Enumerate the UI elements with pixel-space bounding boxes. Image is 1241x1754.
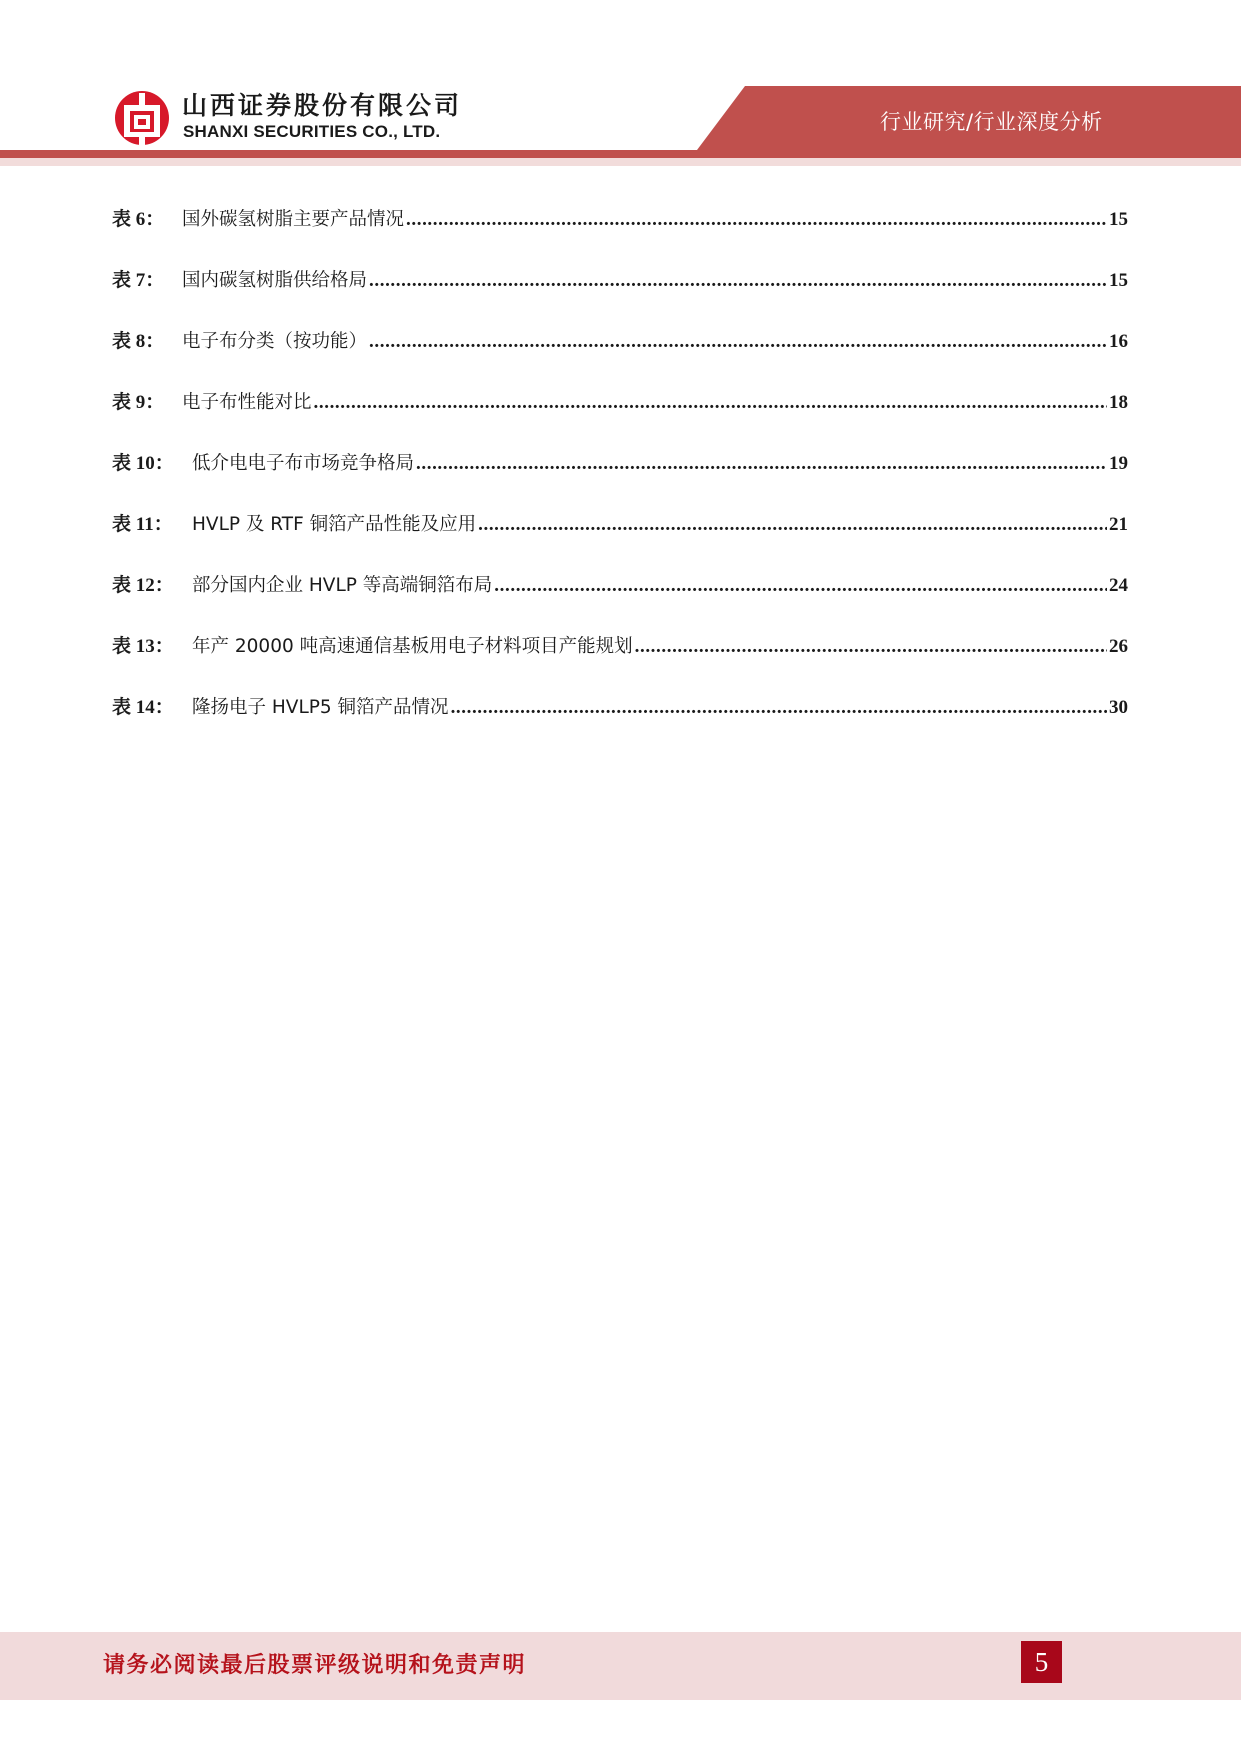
shanxi-securities-logo-icon	[112, 88, 172, 148]
toc-entry-title: 电子布性能对比	[182, 392, 312, 413]
toc-entry-page: 30	[1109, 697, 1128, 718]
page-footer	[0, 1632, 1241, 1700]
company-name-cn: 山西证券股份有限公司	[182, 91, 463, 120]
toc-entry-title: 国内碳氢树脂供给格局	[182, 270, 368, 291]
toc-entry-page: 18	[1109, 392, 1128, 413]
toc-entry-title: 国外碳氢树脂主要产品情况	[182, 209, 405, 230]
toc-entry-label: 表 11：	[112, 514, 173, 535]
toc-entry-title: 低介电电子布市场竞争格局	[192, 453, 415, 474]
toc-entry-title: 部分国内企业 HVLP 等高端铜箔布局	[192, 575, 493, 596]
toc-entry[interactable]	[112, 327, 1128, 357]
toc-entry-label: 表 12：	[112, 575, 174, 596]
report-type-label: 行业研究/行业深度分析	[880, 110, 1103, 134]
toc-entry-label: 表 13：	[112, 636, 174, 657]
disclaimer-notice: 请务必阅读最后股票评级说明和免责声明	[103, 1652, 527, 1678]
toc-leader-dots	[416, 449, 1107, 479]
page-header	[0, 0, 1241, 170]
toc-entry-page: 15	[1109, 270, 1128, 291]
toc-entry[interactable]	[112, 510, 1128, 540]
toc-entry-title: HVLP 及 RTF 铜箔产品性能及应用	[192, 514, 477, 535]
page-number: 5	[1021, 1641, 1062, 1683]
toc-leader-dots	[369, 327, 1107, 357]
toc-entry[interactable]	[112, 571, 1128, 601]
toc-leader-dots	[314, 388, 1107, 418]
toc-entry-page: 15	[1109, 209, 1128, 230]
toc-entry-title: 年产 20000 吨高速通信基板用电子材料项目产能规划	[192, 636, 633, 657]
toc-entry-label: 表 7：	[112, 270, 165, 291]
toc-entry[interactable]	[112, 632, 1128, 662]
toc-entry[interactable]	[112, 266, 1128, 296]
company-name-en: SHANXI SECURITIES CO., LTD.	[183, 122, 441, 141]
toc-entry[interactable]	[112, 449, 1128, 479]
toc-entry-label: 表 14：	[112, 697, 174, 718]
toc-entry-title: 电子布分类（按功能）	[182, 331, 368, 352]
toc-entry-label: 表 6：	[112, 209, 165, 230]
toc-leader-dots	[478, 510, 1107, 540]
toc-leader-dots	[406, 205, 1107, 235]
toc-entry-page: 26	[1109, 636, 1128, 657]
header-banner	[0, 0, 1241, 170]
toc-entry-page: 16	[1109, 331, 1128, 352]
toc-entry-page: 24	[1109, 575, 1128, 596]
toc-leader-dots	[635, 632, 1107, 662]
toc-entry-label: 表 9：	[112, 392, 165, 413]
toc-entry[interactable]	[112, 205, 1128, 235]
toc-leader-dots	[451, 693, 1107, 723]
toc-entry-title: 隆扬电子 HVLP5 铜箔产品情况	[192, 697, 449, 718]
toc-entry-page: 19	[1109, 453, 1128, 474]
toc-entry-label: 表 8：	[112, 331, 165, 352]
toc-leader-dots	[494, 571, 1107, 601]
toc-entry[interactable]	[112, 388, 1128, 418]
toc-leader-dots	[369, 266, 1107, 296]
toc-entry-label: 表 10：	[112, 453, 174, 474]
toc-entry-page: 21	[1109, 514, 1128, 535]
toc-entry[interactable]	[112, 693, 1128, 723]
